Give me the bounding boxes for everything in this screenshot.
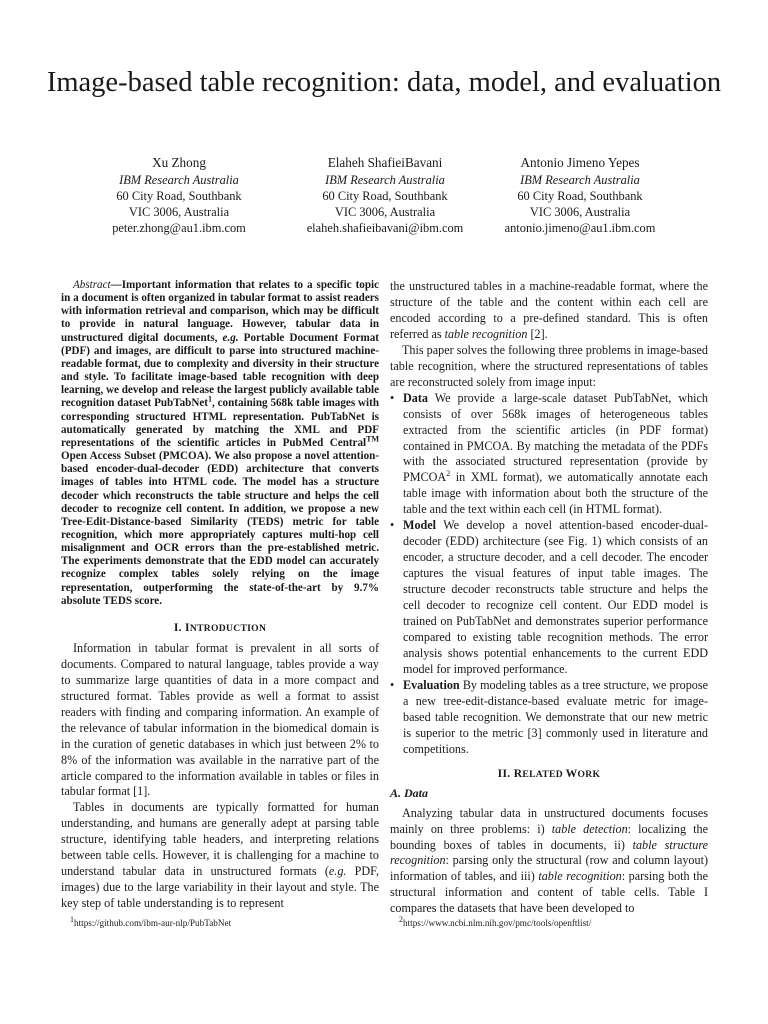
abstract-text: , containing 568k table images with corresponding structured HTML representation. PubTabNet is automatically generated by matching the XML and PDF representations of the scientific articles in PubMed Central — [61, 397, 379, 449]
body-text: [2]. — [527, 326, 548, 341]
section-numeral: II. — [497, 766, 514, 780]
body-text: : localizing the bounding boxes of tables in documents, ii) — [390, 821, 708, 852]
author-address: 60 City Road, Southbank — [116, 189, 242, 203]
trademark-marker: TM — [366, 434, 379, 444]
body-term: table detection — [551, 821, 628, 836]
body-text: : parsing only the structural (row and column layout) information of tables, and iii) — [390, 853, 708, 884]
contribution-term: Data — [403, 390, 428, 405]
body-text: PDF, images) due to the large variability in their layout and style. The key step of table understanding is to represent — [61, 864, 379, 911]
bullet-icon: • — [390, 390, 395, 405]
abstract-text: Open Access Subset (PMCOA). We also propose a novel attention-based encoder-dual-decoder (EDD) architecture that converts images of tables into HTML code. The model has a structure decoder which reconstructs the table structure and helps the cell decoder to recognize cell content. In addition, we propose a new Tree-Edit-Distance-based Similarity (TEDS) metric for table recognition, which more appropriately captures multi-hop cell misalignment and OCR errors than the pre-established metric. The experiments demonstrate that the EDD model can accurately recognize complex tables solely relying on the image representation, outperforming the state-of-the-art by 9.7% absolute TEDS score. — [61, 450, 379, 607]
abstract-dash: — — [110, 279, 122, 291]
author-card — [460, 154, 700, 236]
body-text: Tables in documents are typically formatted for human understanding, and humans are generally adept at parsing table structure, identifying table headers, and interpreting relations between table cells. However, it is challenging for a machine to understand tabular data in unstructured formats ( — [61, 800, 379, 879]
abstract — [61, 279, 379, 608]
abstract-text: e.g. — [222, 331, 239, 344]
body-text: in XML format), we automatically annotate each table image with information about both the structure of the table and the text within each cell (in HTML format). — [403, 470, 708, 517]
author-email[interactable]: antonio.jimeno@au1.ibm.com — [504, 221, 656, 235]
abstract-text: Important information that relates to a specific topic in a document is often organized in tabular format to assist readers with information retrieval and comparison, which may be difficult to provide in natural language. However, tabular data in unstructured digital documents, — [61, 279, 379, 344]
body-text: Analyzing tabular data in unstructured documents focuses mainly on three problems: i) — [390, 805, 708, 836]
author-address: 60 City Road, Southbank — [517, 189, 643, 203]
subsection-heading: A. Data — [390, 785, 429, 800]
author-name: Antonio Jimeno Yepes — [520, 155, 640, 170]
author-name: Xu Zhong — [152, 155, 206, 170]
paper-title: Image-based table recognition: data, model, and evaluation — [46, 67, 722, 98]
author-affiliation: IBM Research Australia — [119, 173, 239, 187]
section-title-rest: ELATED — [522, 768, 566, 780]
abstract-text: Portable Document Format (PDF) and images, are difficult to parse into structured machine-readable format, due to complexity and diversity in their structure and style. To facilitate image-based table recognition with deep learning, we develop and release the largest publicly available table recognition dataset PubTabNet — [61, 331, 379, 410]
author-affiliation: IBM Research Australia — [325, 173, 445, 187]
section-title-rest: ORK — [577, 768, 601, 780]
footnote-marker[interactable]: 1 — [207, 394, 212, 404]
author-email[interactable]: peter.zhong@au1.ibm.com — [112, 221, 246, 235]
footnote-marker[interactable]: 2 — [446, 469, 451, 479]
contribution-term: Evaluation — [403, 677, 460, 692]
bullet-icon: • — [390, 518, 395, 533]
list-item — [390, 391, 708, 519]
list-item — [390, 518, 708, 678]
section-title-initial: R — [513, 766, 523, 780]
right-column — [390, 279, 708, 917]
left-column — [61, 279, 379, 912]
section-heading — [61, 620, 379, 637]
body-paragraph: This paper solves the following three problems in image-based table recognition, where the structured representations of tables are reconstructed solely from image input: — [390, 342, 708, 389]
author-address: VIC 3006, Australia — [128, 205, 230, 219]
section-title-initial: W — [565, 766, 578, 780]
footnote — [70, 914, 232, 929]
author-address: VIC 3006, Australia — [334, 205, 436, 219]
body-paragraph — [61, 800, 379, 912]
section-numeral: I. — [173, 620, 186, 634]
body-text: e.g. — [328, 864, 347, 879]
body-text: We develop a novel attention-based encoder-dual-decoder (EDD) architecture (see Fig. 1) which consists of an encoder, a structure decoder, and a cell decoder. The encoder captures the visual features of input table images. The structure decoder reconstructs table structure and helps the cell decoder to recognize cell content. Our EDD model is trained on PubTabNet and demonstrates superior performance compared to existing table recognition methods. The error analysis shows potential enhancements to the current EDD model for improved performance. — [403, 518, 708, 676]
section-heading — [390, 766, 708, 783]
section-title-initial: I — [185, 620, 190, 634]
footnote-link[interactable]: https://www.ncbi.nlm.nih.gov/pmc/tools/openftlist/ — [403, 918, 592, 928]
body-text: : parsing both the structural information and content of table cells. Table I compares the datasets that have been developed to — [390, 869, 708, 916]
author-affiliation: IBM Research Australia — [520, 173, 640, 187]
contribution-term: Model — [403, 518, 437, 533]
abstract-label: Abstract — [73, 279, 111, 291]
body-text: We provide a large-scale dataset PubTabNet, which consists of over 568k images of heterogeneous tables extracted from the scientific articles (in PDF format) contained in PMCOA. By matching the metadata of the PDFs with the associated structured representation (provide by PMCOA — [403, 390, 708, 485]
body-term: table structure recognition — [390, 837, 709, 868]
body-text: the unstructured tables in a machine-readable format, where the structure of the table and the content within each cell are encoded according to a pre-defined standard. This is often referred as — [390, 279, 708, 341]
body-term: table recognition — [444, 326, 528, 341]
section-title-rest: NTRODUCTION — [189, 622, 267, 634]
body-paragraph — [390, 279, 708, 343]
footnote-marker: 2 — [399, 914, 403, 924]
list-item — [390, 678, 708, 758]
body-text: By modeling tables as a tree structure, we propose a new tree-edit-distance-based evaluate metric for image-based table recognition. We demonstrate that our new metric is superior to the metric [3] commonly used in literature and competitions. — [403, 677, 708, 756]
author-address: 60 City Road, Southbank — [322, 189, 448, 203]
author-email[interactable]: elaheh.shafieibavani@ibm.com — [306, 221, 464, 235]
body-term: table recognition — [538, 869, 622, 884]
footnote — [399, 914, 592, 929]
footnote-marker: 1 — [70, 914, 74, 924]
author-address: VIC 3006, Australia — [529, 205, 631, 219]
body-paragraph — [390, 806, 708, 918]
author-name: Elaheh ShafieiBavani — [327, 155, 443, 170]
footnote-link[interactable]: https://github.com/ibm-aur-nlp/PubTabNet — [74, 918, 232, 928]
bullet-icon: • — [390, 677, 395, 692]
contribution-list — [390, 391, 708, 758]
body-paragraph: Information in tabular format is prevalent in all sorts of documents. Compared to natural language, tables provide a way to summarize large quantities of data in a more compact and structured format. Tables provide as well a format to assist readers with finding and comparing information. An example of the relevance of tabular information in the biomedical domain is in the curation of genetic databases in which just between 2% to 8% of the information was available in the narrative part of the article compared to the information available in tables or files in tabular format [1]. — [61, 640, 379, 799]
